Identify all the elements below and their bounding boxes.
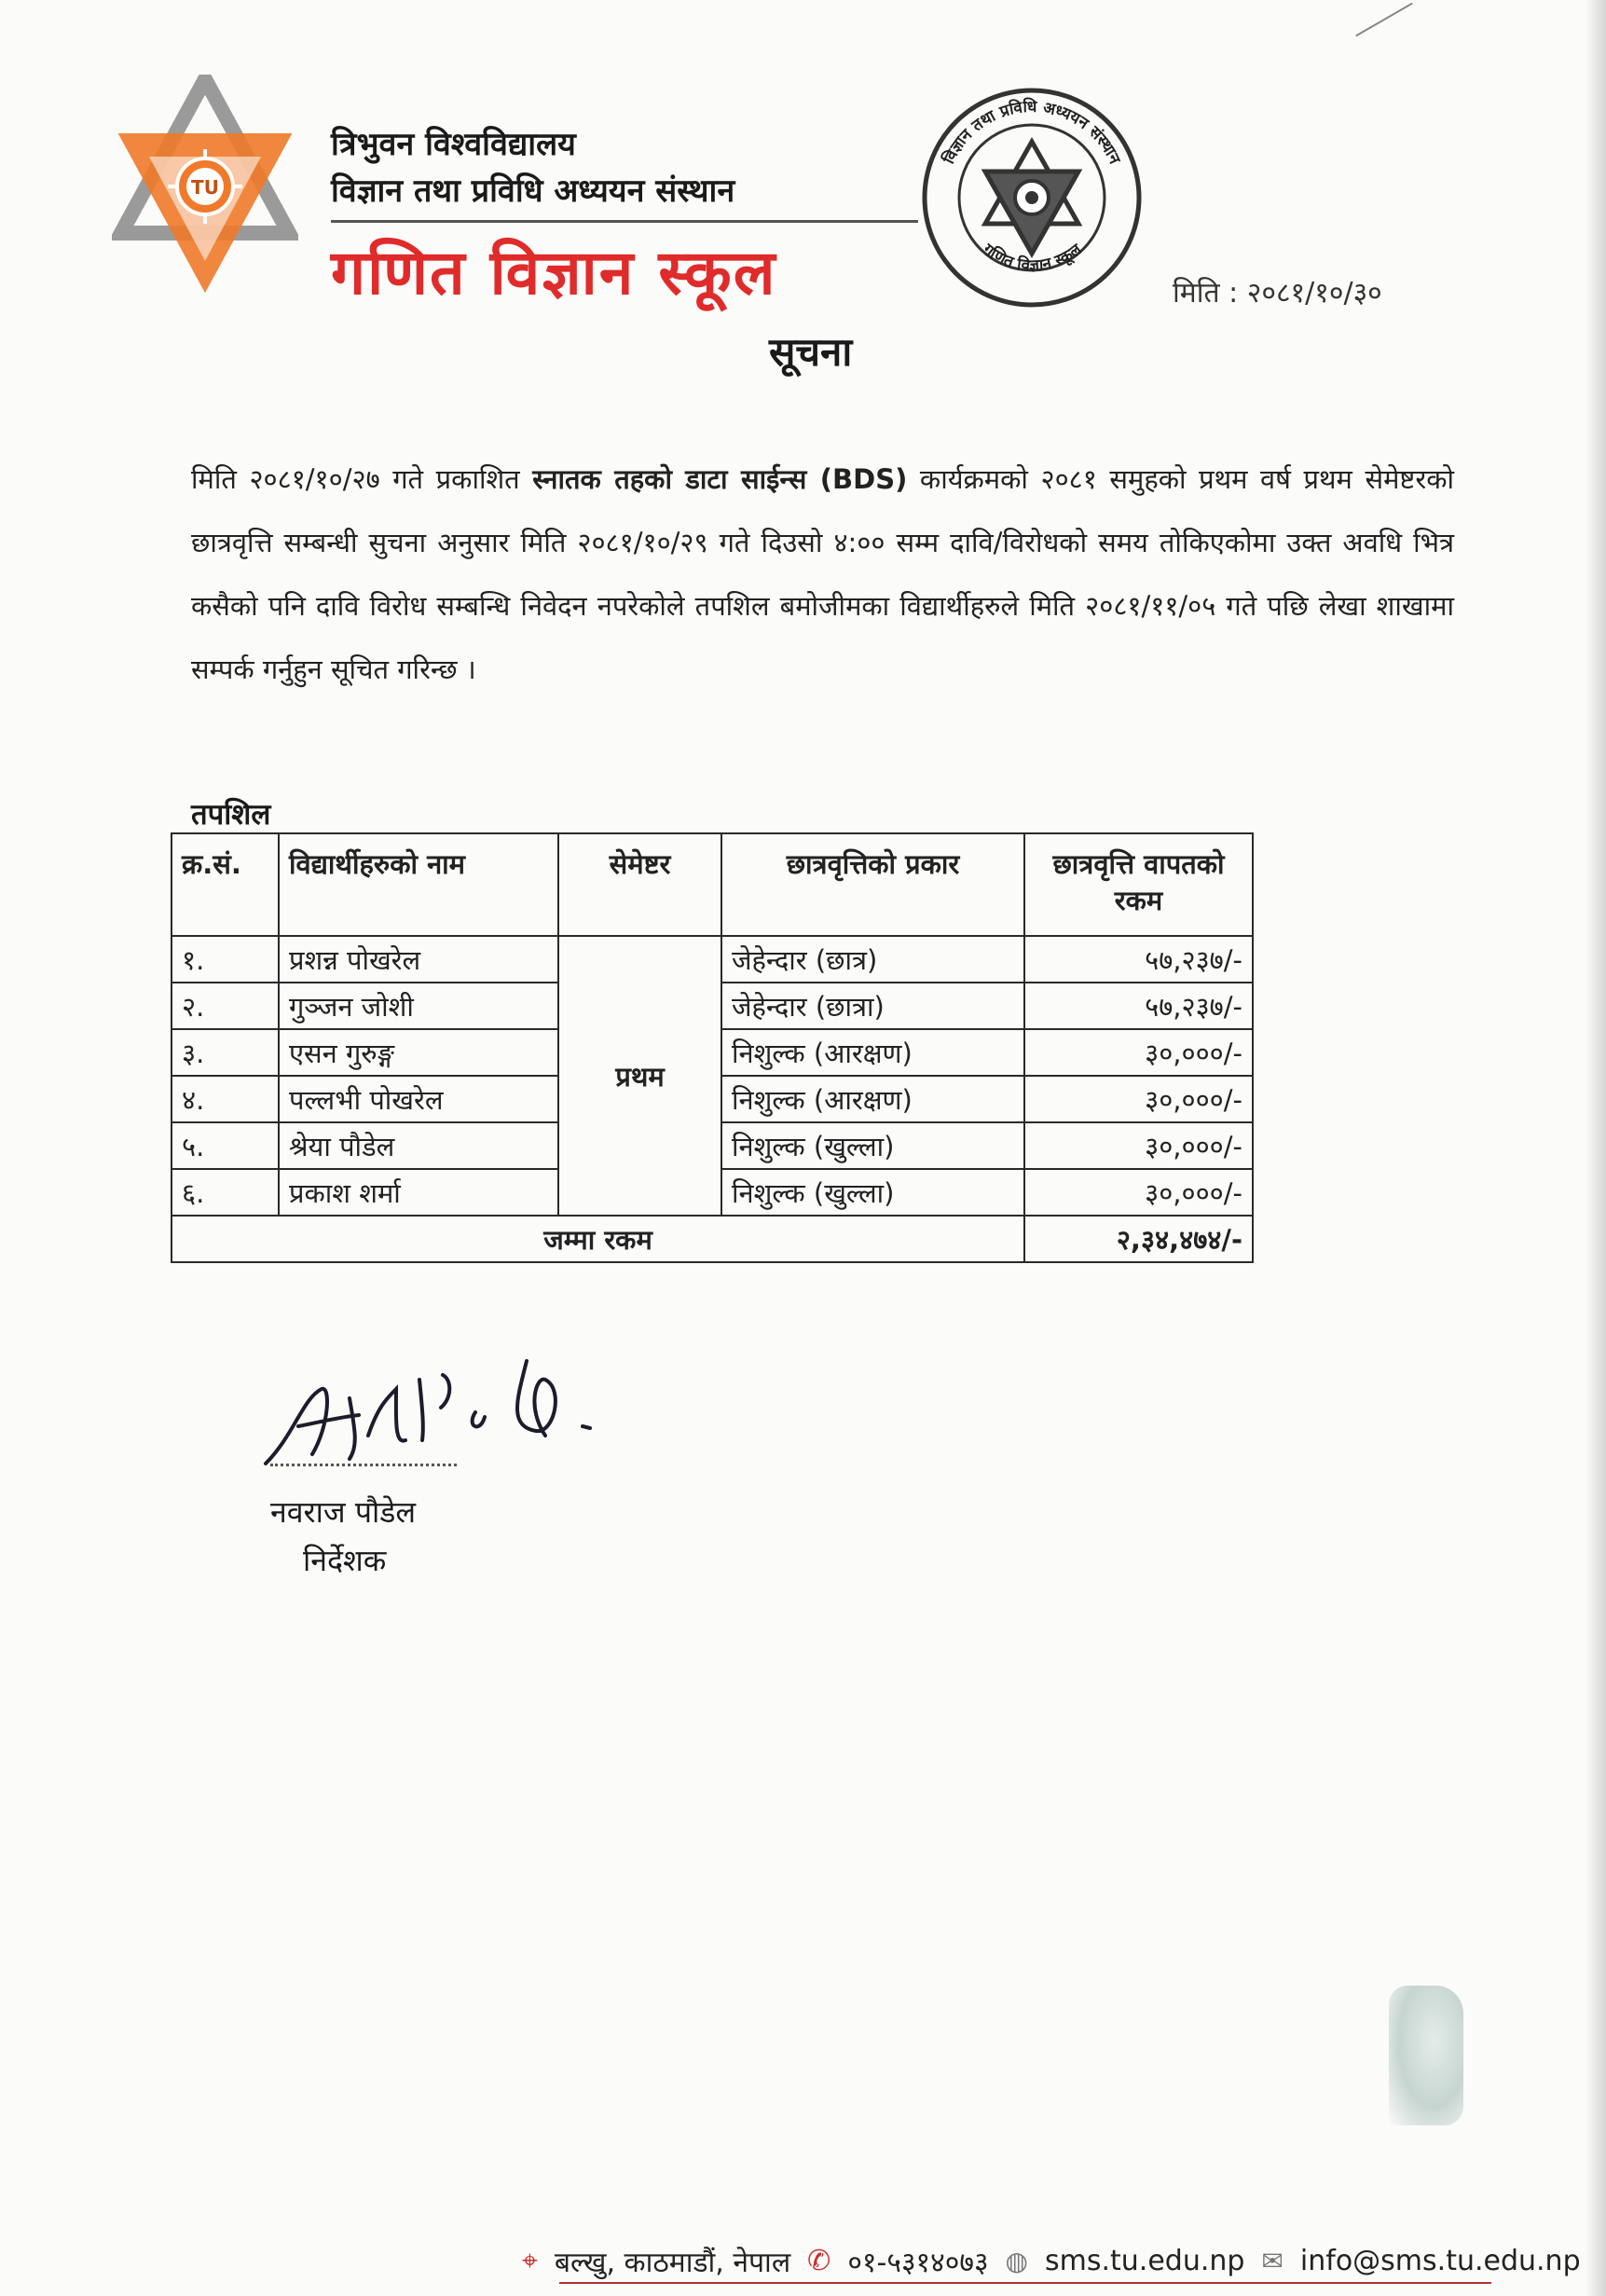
row-name: श्रेया पौडेल <box>279 1122 558 1169</box>
table-row <box>172 936 1253 983</box>
row-amount: ३०,०००/- <box>1024 1122 1253 1169</box>
notice-body <box>191 447 1454 701</box>
signatory-name: नवराज पौडेल <box>270 1494 417 1530</box>
mail-icon: ✉ <box>1261 2246 1283 2276</box>
header-semester: सेमेष्टर <box>558 833 721 936</box>
row-sn: ३. <box>172 1029 279 1076</box>
footer-address: बल्खु, काठमाडौं, नेपाल <box>554 2247 791 2279</box>
row-amount: ५७,२३७/- <box>1024 936 1253 983</box>
svg-text:विज्ञान तथा प्रविधि अध्ययन संस <box>939 97 1124 168</box>
total-label: जम्मा रकम <box>172 1216 1024 1262</box>
official-seal-icon <box>918 84 1146 312</box>
scratch-mark <box>1355 3 1413 37</box>
header-divider <box>331 220 918 223</box>
row-amount: ३०,०००/- <box>1024 1169 1253 1216</box>
paper-edge <box>1585 0 1606 2296</box>
paper-smudge <box>1389 1986 1463 2125</box>
row-type: जेहेन्दार (छात्र) <box>721 936 1024 983</box>
row-type: निशुल्क (आरक्षण) <box>721 1029 1024 1076</box>
notice-body-program: स्नातक तहको डाटा साईन्स (BDS) <box>532 463 908 495</box>
row-semester: प्रथम <box>558 936 721 1216</box>
signature-icon <box>256 1324 620 1482</box>
signatory-title: निर्देशक <box>303 1543 387 1578</box>
globe-icon: ◍ <box>1005 2246 1028 2276</box>
header-amount: छात्रवृत्ति वापतको रकम <box>1024 833 1253 936</box>
seal-text-top: विज्ञान तथा प्रविधि अध्ययन संस्थान <box>940 97 1124 168</box>
row-name: प्रकाश शर्मा <box>279 1169 558 1216</box>
footer-email[interactable]: info@sms.tu.edu.np <box>1299 2245 1581 2277</box>
row-amount: ५७,२३७/- <box>1024 983 1253 1029</box>
header-sn: क्र.सं. <box>172 833 279 936</box>
row-name: एसन गुरुङ्ग <box>279 1029 558 1076</box>
location-pin-icon: ⌖ <box>522 2245 538 2277</box>
table-header-row <box>172 833 1253 936</box>
footer <box>522 2242 1581 2280</box>
row-amount: ३०,०००/- <box>1024 1029 1253 1076</box>
notice-date: मिति : २०८१/१०/३० <box>1173 277 1382 309</box>
seal-text-bottom: गणित विज्ञान स्कूल <box>979 240 1086 276</box>
row-sn: २. <box>172 983 279 1029</box>
phone-icon: ✆ <box>807 2245 831 2277</box>
notice-body-part1: मिति २०८१/१०/२७ गते प्रकाशित <box>191 463 533 495</box>
institute-name: विज्ञान तथा प्रविधि अध्ययन संस्थान <box>331 172 735 210</box>
total-amount: २,३४,४७४/- <box>1024 1216 1253 1262</box>
university-name: त्रिभुवन विश्वविद्यालय <box>331 126 576 163</box>
details-heading: तपशिल <box>191 798 271 832</box>
row-name: पल्लभी पोखरेल <box>279 1076 558 1122</box>
row-type: जेहेन्दार (छात्रा) <box>721 983 1024 1029</box>
header-name: विद्यार्थीहरुको नाम <box>279 833 558 936</box>
row-name: प्रशन्न पोखरेल <box>279 936 558 983</box>
row-sn: ६. <box>172 1169 279 1216</box>
logo-text: TU <box>191 176 219 199</box>
scholarship-table <box>171 832 1254 1263</box>
tu-logo-icon <box>112 75 298 298</box>
signature-line <box>270 1464 457 1466</box>
table-total-row <box>172 1216 1253 1262</box>
row-sn: १. <box>172 936 279 983</box>
row-amount: ३०,०००/- <box>1024 1076 1253 1122</box>
notice-title: सूचना <box>769 329 853 375</box>
notice-body-part2: कार्यक्रमको २०८१ समुहको प्रथम वर्ष प्रथम सेमेष्टरको छात्रवृत्ति सम्बन्धी सुचना अनुसार मिति २०८१/१०/२९ गते दिउसो ४:०० सम्म दावि/विरोधको समय तोकिएकोमा उक्त अवधि भित्र कसैको पनि दावि विरोध सम्बन्धि निवेदन नपरेकोले तपशिल बमोजीमका विद्यार्थीहरुले मिति २०८१/११/०५ गते पछि लेखा शाखामा सम्पर्क गर्नुहुन सूचित गरिन्छ । <box>191 463 1454 685</box>
row-type: निशुल्क (आरक्षण) <box>721 1076 1024 1122</box>
header-type: छात्रवृत्तिको प्रकार <box>721 833 1024 936</box>
row-sn: ५. <box>172 1122 279 1169</box>
footer-phone: ०१-५३१४०७३ <box>847 2247 989 2279</box>
row-type: निशुल्क (खुल्ला) <box>721 1122 1024 1169</box>
footer-divider <box>559 2282 1491 2284</box>
row-type: निशुल्क (खुल्ला) <box>721 1169 1024 1216</box>
school-name: गणित विज्ञान स्कूल <box>331 236 777 309</box>
row-name: गुञ्जन जोशी <box>279 983 558 1029</box>
footer-website[interactable]: sms.tu.edu.np <box>1044 2245 1245 2277</box>
row-sn: ४. <box>172 1076 279 1122</box>
